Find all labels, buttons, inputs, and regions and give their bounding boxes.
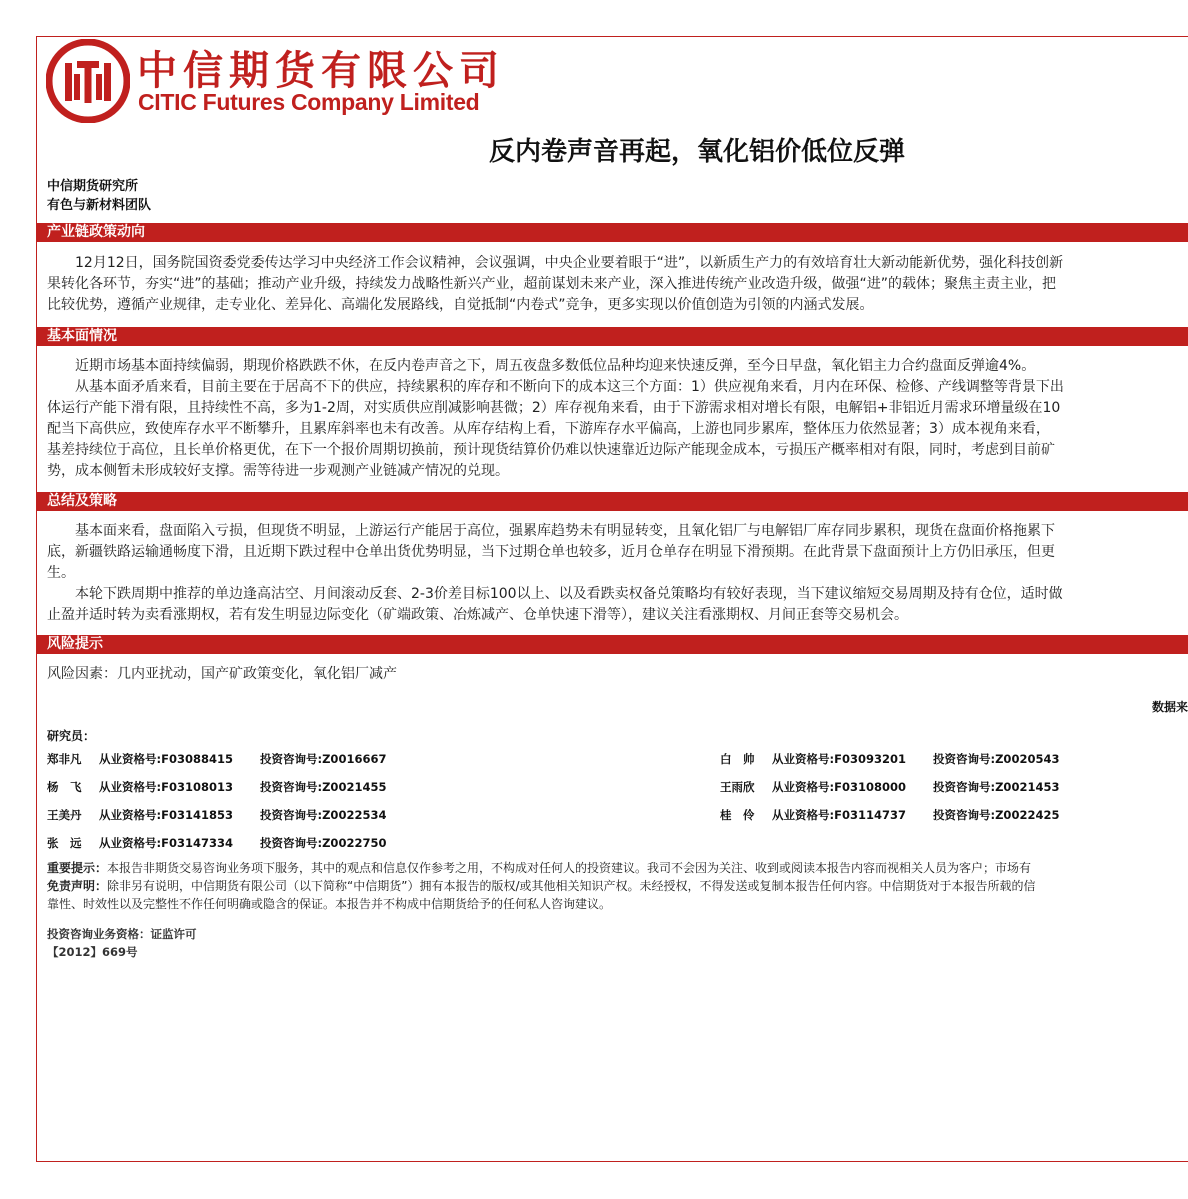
researcher-name: 王雨欣 [720,780,755,794]
disclaimer-label: 免责声明： [47,879,108,893]
researcher-qualification: 从业资格号:F03093201 [772,752,906,766]
important-notice [47,859,1188,877]
report-page [36,36,1188,1162]
section-header-risk [37,635,1188,654]
researcher-qualification: 从业资格号:F03147334 [99,836,233,850]
section-heading: 总结及策略 [47,493,117,509]
researcher-row [47,779,386,795]
researcher-qualification: 从业资格号:F03141853 [99,808,233,822]
paragraph-line: 基差持续位于高位，且长单价格更优，在下一个报价周期切换前，预计现货结算价仍难以快速靠近边际产能现金成本，亏损压产概率相对有限，同时，考虑到目前矿 [47,442,1055,458]
researcher-qualification: 从业资格号:F03114737 [772,808,906,822]
section-heading: 产业链政策动向 [47,224,145,240]
license-info [47,925,197,961]
paragraph-line: 比较优势，遵循产业规律，走专业化、差异化、高端化发展路线，自觉抵制“内卷式”竞争，更多实现以价值创造为引领的内涵式发展。 [47,297,874,313]
data-source: 数据来 [1151,700,1188,714]
disclaimer-continued: 靠性、时效性以及完整性不作任何明确或隐含的保证。本报告并不构成中信期货给予的任何私人咨询建议。 [47,897,612,911]
section-body-policy [47,253,1188,316]
researcher-consult-id: 投资咨询号:Z0020543 [933,752,1060,766]
researcher-name: 杨 飞 [47,780,82,794]
researcher-qualification: 从业资格号:F03108000 [772,780,906,794]
important-label: 重要提示： [47,861,108,875]
section-heading: 风险提示 [47,636,103,652]
paragraph-line: 势，成本侧暂未形成较好支撑。需等待进一步观测产业链减产情况的兑现。 [47,463,509,479]
section-body-fundamentals [47,356,1188,482]
section-header-policy [37,223,1188,242]
section-heading: 基本面情况 [47,328,117,344]
section-body-strategy [47,521,1188,626]
researcher-consult-id: 投资咨询号:Z0022425 [933,808,1060,822]
paragraph-line: 配当下高供应，致使库存水平不断攀升，且累库斜率也未有改善。从库存结构上看，下游库存水平偏高，上游也同步累库，整体压力依然显著；3）成本视角来看， [47,421,1050,437]
team-name: 有色与新材料团队 [47,198,152,213]
paragraph-line: 本轮下跌周期中推荐的单边逢高沽空、月间滚动反套、2-3价差目标100以上、以及看跌卖权备兑策略均有较好表现，当下建议缩短交易周期及持有仓位，适时做 [75,586,1063,602]
section-header-fundamentals [37,327,1188,346]
report-title: 反内卷声音再起，氧化铝价低位反弹 [489,137,906,167]
researcher-qualification: 从业资格号:F03108013 [99,780,233,794]
researchers-label: 研究员： [47,729,96,743]
researcher-row [47,751,386,767]
section-header-strategy [37,492,1188,511]
paragraph-line: 近期市场基本面持续偏弱，期现价格跌跌不休，在反内卷声音之下，周五夜盘多数低位品种均迎来快速反弹，至今日早盘，氧化铝主力合约盘面反弹逾4%。 [75,358,1036,374]
citic-logo-icon [46,39,130,123]
researcher-consult-id: 投资咨询号:Z0021455 [260,780,387,794]
researcher-row [720,807,1059,823]
researcher-name: 白 帅 [720,752,755,766]
researcher-consult-id: 投资咨询号:Z0016667 [260,752,387,766]
license-line: 投资咨询业务资格：证监许可 [47,927,197,941]
notice-block [47,859,1188,913]
section-body-risk [47,664,1188,685]
researcher-name: 桂 伶 [720,808,755,822]
researcher-consult-id: 投资咨询号:Z0021453 [933,780,1060,794]
researcher-row [720,751,1059,767]
paragraph-line: 基本面来看，盘面陷入亏损，但现货不明显，上游运行产能居于高位，强累库趋势未有明显转变，且氧化铝厂与电解铝厂库存同步累积，现货在盘面价格拖累下 [75,523,1055,539]
paragraph-line: 止盈并适时转为卖看涨期权，若有发生明显边际变化（矿端政策、冶炼减产、仓单快速下滑等），建议关注看涨期权、月间正套等交易机会。 [47,607,908,623]
researcher-name: 王美丹 [47,808,82,822]
company-name-cn: 中信期货有限公司 [137,47,505,94]
paragraph-line: 生。 [47,565,75,581]
disclaimer [47,877,1188,895]
paragraph-line: 果转化各环节，夯实“进”的基础；推动产业升级，持续发力战略性新兴产业，超前谋划未来产业，深入推进传统产业改造升级，做强“进”的载体；聚焦主责主业，把 [47,276,1057,292]
researcher-row [47,807,386,823]
company-name-en: CITIC Futures Company Limited [138,89,480,115]
paragraph-line: 体运行产能下滑有限，且持续性不高，多为1-2周，对实质供应削减影响甚微；2）库存视角来看，由于下游需求相对增长有限，电解铝+非铝近月需求环增量级在10 [47,400,1061,416]
important-text: 本报告非期货交易咨询业务项下服务，其中的观点和信息仅作参考之用，不构成对任何人的投资建议。我司不会因为关注、收到或阅读本报告内容而视相关人员为客户；市场有 [107,861,1032,875]
researcher-name: 郑非凡 [47,752,82,766]
researcher-row [720,779,1059,795]
researcher-consult-id: 投资咨询号:Z0022750 [260,836,387,850]
paragraph-line: 12月12日，国务院国资委党委传达学习中央经济工作会议精神，会议强调，中央企业要着眼于“进”，以新质生产力的有效培育壮大新动能新优势，强化科技创新 [75,255,1064,271]
institute-name: 中信期货研究所 [47,179,139,194]
researcher-row [47,835,386,851]
disclaimer-text: 除非另有说明，中信期货有限公司（以下简称“中信期货”）拥有本报告的版权/或其他相关知识产权。未经授权，不得发送或复制本报告任何内容。中信期货对于本报告所载的信 [107,879,1036,893]
researcher-qualification: 从业资格号:F03088415 [99,752,233,766]
paragraph-line: 从基本面矛盾来看，目前主要在于居高不下的供应，持续累积的库存和不断向下的成本这三个方面：1）供应视角来看，月内在环保、检修、产线调整等背景下出 [75,379,1064,395]
researcher-name: 张 远 [47,836,82,850]
paragraph-line: 底，新疆铁路运输通畅度下滑，且近期下跌过程中仓单出货优势明显，当下过期仓单也较多，近月仓单存在明显下滑预期。在此背景下盘面预计上方仍旧承压，但更 [47,544,1055,560]
license-number: 【2012】669号 [47,945,138,959]
org-info [47,177,151,215]
paragraph-line: 风险因素：几内亚扰动，国产矿政策变化，氧化铝厂减产 [47,666,397,682]
researcher-consult-id: 投资咨询号:Z0022534 [260,808,387,822]
